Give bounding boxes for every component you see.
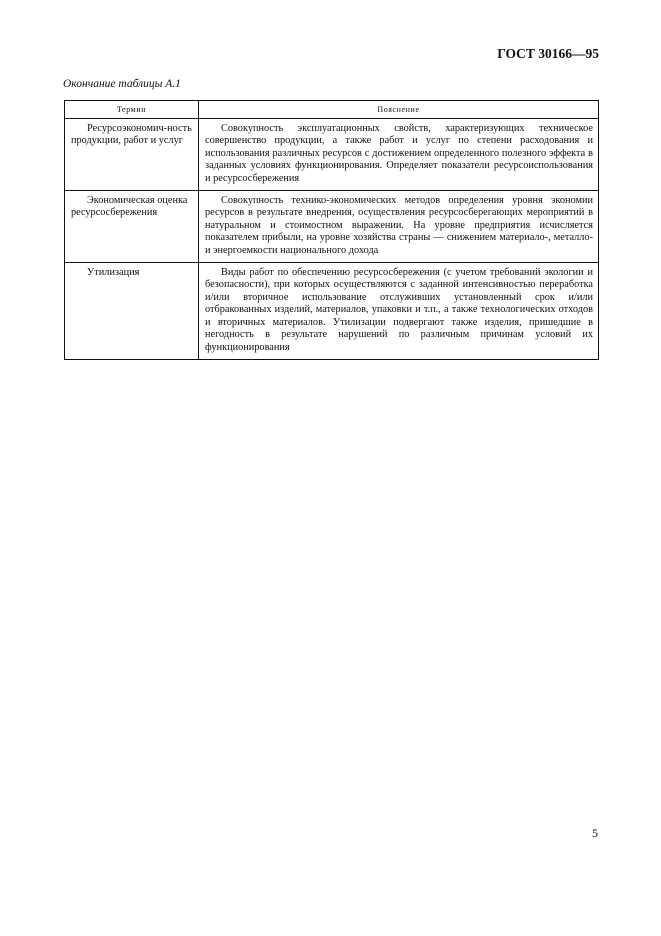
description-cell: Виды работ по обеспечению ресурсосбережения (с учетом требований экологии и безопасности), при которых осуществляются с заданной интенсивностью переработка и/или вторичное использование отслуживших установленный срок и/или отбракованных изделий, материалов, упаковки и т.п., а также технологических отходов и вторичных материалов. Утилизации подвергают также изделия, пришедшие в негодность в результате нарушений по различным причинам условий их функционирования	[199, 263, 599, 360]
table-row	[65, 119, 599, 191]
table-caption: Окончание таблицы А.1	[63, 78, 181, 90]
column-header-term: Термин	[65, 101, 199, 119]
description-cell: Совокупность эксплуатационных свойств, характеризующих техническое совершенство продукции, а также работ и услуг по степени расходования и использования различных ресурсов с достижением определенного полезного эффекта в заданных условиях функционирования. Определяет показатели ресурсоиспользования и ресурсосбережения	[199, 119, 599, 191]
table-row	[65, 263, 599, 360]
page-number: 5	[592, 826, 598, 840]
term-cell	[65, 119, 199, 191]
term-text: Экономическая оценка ресурсосбережения	[71, 195, 188, 219]
terms-table	[64, 100, 599, 360]
table-row	[65, 191, 599, 263]
table-header-row	[65, 101, 599, 119]
term-text: Ресурсоэкономич-ность продукции, работ и услуг	[71, 123, 192, 147]
term-cell	[65, 191, 199, 263]
description-cell: Совокупность технико-экономических методов определения уровня экономии ресурсов в результате внедрения, осуществления ресурсосберегающих мероприятий в натуральном и стоимостном выражении. На уровне предприятия исчисляется показателем прибыли, на уровне хозяйства страны — снижением материало-, металло- и энергоемкости национального дохода	[199, 191, 599, 263]
column-header-description: Пояснение	[199, 101, 599, 119]
term-text: Утилизация	[87, 267, 140, 279]
term-cell	[65, 263, 199, 360]
standard-code: ГОСТ 30166—95	[497, 46, 599, 61]
